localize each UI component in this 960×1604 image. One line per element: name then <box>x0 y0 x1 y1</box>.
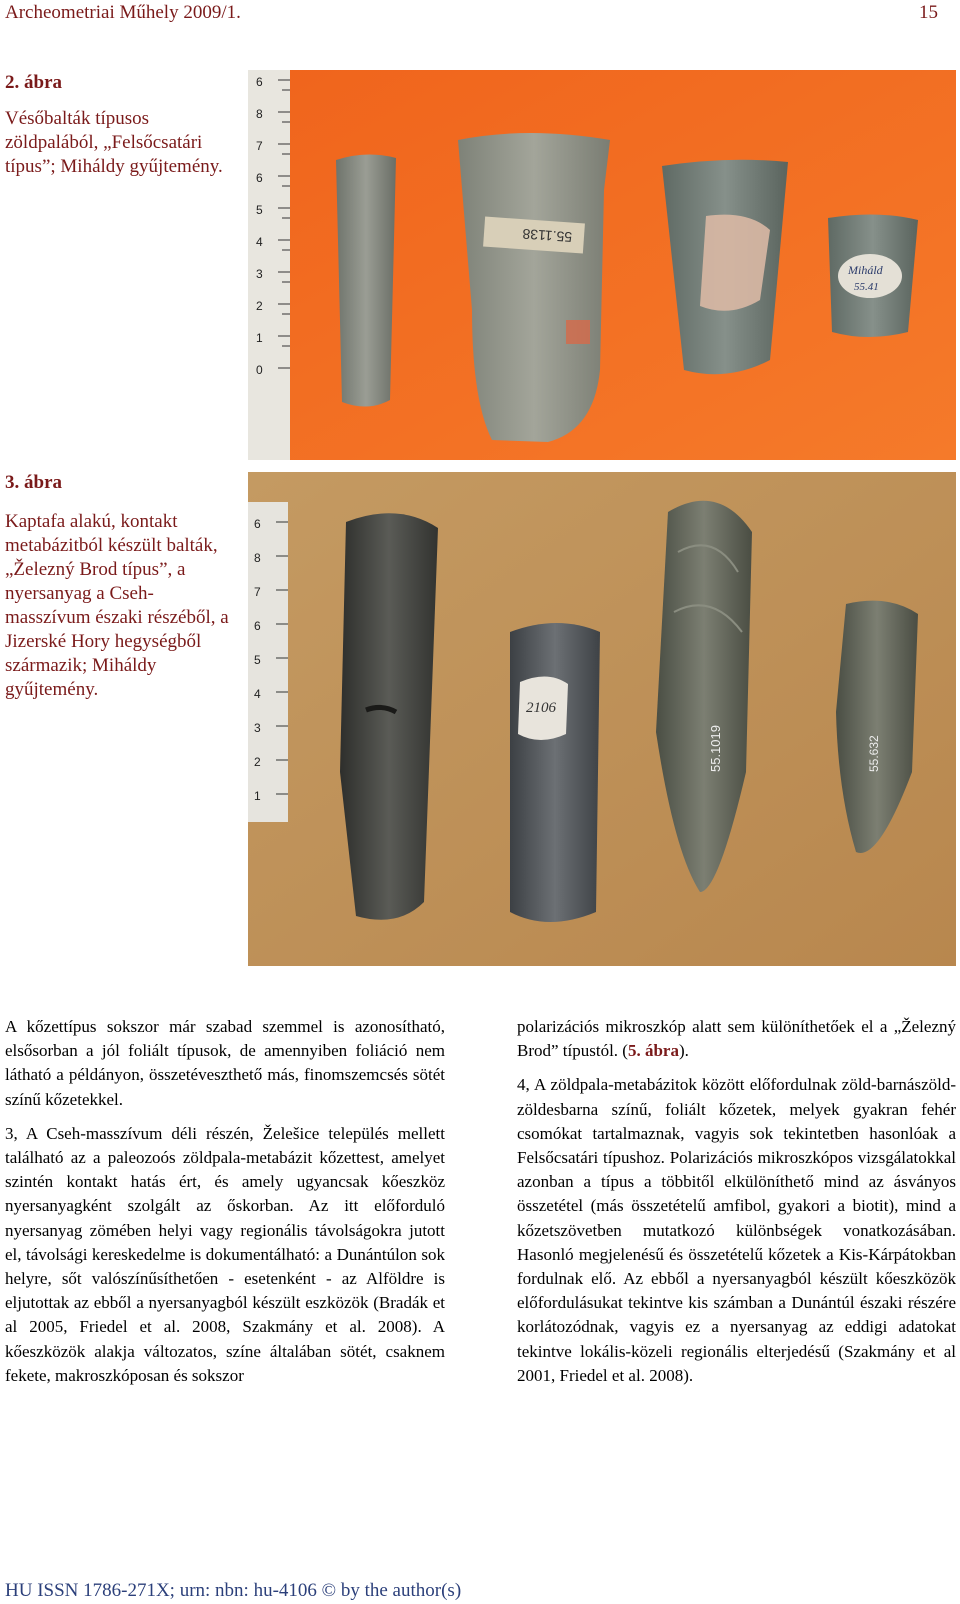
ruler-tick-label: 8 <box>254 551 261 565</box>
specimen-label: 55.41 <box>854 281 879 293</box>
figure-2-title: 2. ábra <box>5 72 62 93</box>
ruler-tick-label: 4 <box>256 235 263 249</box>
paragraph <box>517 1015 956 1063</box>
specimen-label: Miháld <box>848 263 883 277</box>
specimen-label: 55.1019 <box>708 725 723 772</box>
ruler-tick-label: 8 <box>256 107 263 121</box>
specimen-label: 55.1138 <box>521 225 573 246</box>
ruler-tick-label: 3 <box>254 721 261 735</box>
paragraph-text: ). <box>678 1041 689 1061</box>
figure-2-illustration <box>248 70 956 460</box>
ruler-tick-label: 1 <box>254 789 261 803</box>
page-number: 15 <box>919 2 938 23</box>
figure-3-photo <box>248 472 956 966</box>
paragraph: 4, A zöldpala-metabázitok között előfordulnak zöld-barnászöld-zöldesbarna színű, foliált kőzetek, melyek gyakran fehér csomókat tartalmaznak, vagyis sok tekintetben hasonlóak a Felsőcsatári típushoz. Polarizációs mikroszkópos vizsgálatokkal azonban a típus a többitől elkülöníthető mind az ásványos összetétel (más összetételű amfibol, gyakori a biotit), mind a kőzetszövetben mutatkozó különbségek vonatkozásában. Hasonló megjelenésű és összetételű kőzetek a Kis-Kárpátokban fordulnak elő. Az ebből a nyersanyagból készült kőeszközök előfordulásukat tekintve kis számban a Dunántúl északi részére korlátozódnak, vagyis ez a nyersanyag az eddigi adatokat tekintve lokális-közeli regionális elterjedésű (Szakmány et al 2001, Friedel et al. 2008). <box>517 1075 956 1385</box>
figure-3-caption: Kaptafa alakú, kontakt metabázitból készült balták, „Železný Brod típus”, a nyersanyag a Cseh-masszívum északi részéből, a Jizerské Hory hegységből származik; Miháldy gyűjtemény. <box>5 511 229 700</box>
ruler-tick-label: 7 <box>256 139 263 153</box>
specimen-label: 2106 <box>526 700 556 716</box>
figure-reference-link[interactable]: 5. ábra <box>627 1041 679 1061</box>
paragraph-text: polarizációs mikroszkóp alatt sem különíthetőek el a „Železný Brod” típustól. ( <box>517 1017 956 1061</box>
ruler <box>248 70 290 460</box>
axe-stone-1 <box>336 154 396 406</box>
axe-stone-1 <box>340 513 438 919</box>
text-column-right <box>517 1015 956 1398</box>
paragraph: 3, A Cseh-masszívum déli részén, Želešice település mellett található az a paleozoós zöldpala-metabázit kőzettest, amelyet szintén kontakt hatás ért, és amely ugyancsak kőeszköz nyersanyagként szolgált az őskorban. Az itt előforduló nyersanyag zömében helyi vagy regionális távolságokra jutott el, távolsági kereskedelme is dokumentálható: a Dunántúlon sok helyre, sőt valószínűsíthetően - esetenként - az Alföldre is eljutottak az ebből a nyersanyagból készült eszközök (Bradák et al 2005, Friedel et al. 2008, Szakmány et al. 2008). A kőeszközök alakja változatos, színe általában sötét, csaknem fekete, makroszkóposan és sokszor <box>5 1123 445 1385</box>
ruler-tick-label: 6 <box>256 171 263 185</box>
axe-stone-2 <box>458 133 610 442</box>
text-column-left <box>5 1015 445 1398</box>
figure-2-caption: Vésőbalták típusos zöldpalából, „Felsőcsatári típus”; Miháldy gyűjtemény. <box>5 108 223 177</box>
ruler-tick-label: 5 <box>254 653 261 667</box>
figure-2-photo <box>248 70 956 460</box>
ruler-tick-label: 5 <box>256 203 263 217</box>
journal-header: Archeometriai Műhely 2009/1. <box>5 2 241 23</box>
ruler-tick-label: 0 <box>256 363 263 377</box>
ruler-tick-label: 7 <box>254 585 261 599</box>
specimen-label: 55.632 <box>867 735 881 772</box>
ruler-tick-label: 4 <box>254 687 261 701</box>
ruler-tick-label: 6 <box>256 75 263 89</box>
figure-3-title: 3. ábra <box>5 472 62 493</box>
figure-3-illustration <box>248 472 956 966</box>
paragraph: A kőzettípus sokszor már szabad szemmel is azonosítható, elsősorban a jól foliált típusok, de amennyiben foliáció nem látható a példányon, összetéveszthető más, finomszemcsés sötét színű kőzetekkel. <box>5 1017 445 1109</box>
footer-issn: HU ISSN 1786-271X; urn: nbn: hu-4106 © by the author(s) <box>5 1580 462 1601</box>
ruler-tick-label: 6 <box>254 517 261 531</box>
ruler-tick-label: 1 <box>256 331 263 345</box>
ruler-tick-label: 2 <box>256 299 263 313</box>
axe-stone-2 <box>510 623 600 922</box>
ruler-tick-label: 3 <box>256 267 263 281</box>
ruler-tick-label: 2 <box>254 755 261 769</box>
ruler-tick-label: 6 <box>254 619 261 633</box>
